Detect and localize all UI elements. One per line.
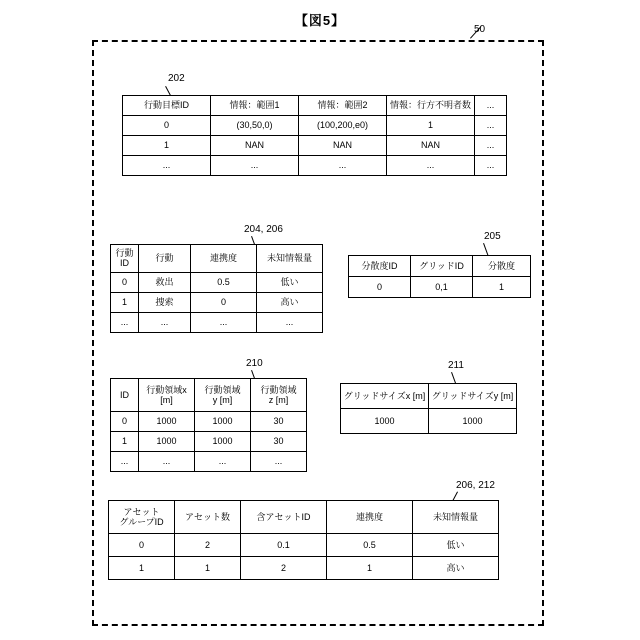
column-header-line: グループID [119, 517, 164, 527]
table-action-goal [122, 95, 507, 176]
table-row [111, 452, 307, 472]
table-dispersion [348, 255, 531, 298]
ref-label-210: 210 [246, 358, 263, 369]
column-header: ... [475, 96, 507, 116]
column-header: グリッドID [411, 256, 473, 277]
table-cell: 0 [349, 277, 411, 298]
table-cell: 0.1 [241, 534, 327, 557]
ref-label-204-206: 204, 206 [244, 224, 283, 235]
column-header: ID [111, 379, 139, 412]
table-cell: 1000 [195, 432, 251, 452]
table-action [110, 244, 323, 333]
table-cell: 1000 [195, 412, 251, 432]
table-row [111, 432, 307, 452]
table-cell: 0 [123, 116, 211, 136]
table-row [109, 534, 499, 557]
table-cell: 1 [175, 557, 241, 580]
column-header: グリッドサイズy [m] [429, 384, 517, 409]
table-cell: ... [387, 156, 475, 176]
table-row [123, 116, 507, 136]
table-cell: 1000 [139, 412, 195, 432]
table-cell: 30 [251, 432, 307, 452]
table-cell: ... [111, 452, 139, 472]
column-header: 情報：範囲2 [299, 96, 387, 116]
table-cell: 2 [175, 534, 241, 557]
table-cell: 高い [257, 292, 323, 312]
table-cell: ... [251, 452, 307, 472]
table-cell: 0 [109, 534, 175, 557]
table-cell: ... [123, 156, 211, 176]
column-header: 分散度 [473, 256, 531, 277]
table-cell: ... [139, 452, 195, 472]
table-cell: 1000 [429, 409, 517, 434]
table-row [111, 272, 323, 292]
column-header [251, 379, 307, 412]
column-header-line: y [m] [212, 395, 233, 405]
column-header: アセット数 [175, 501, 241, 534]
table-row [109, 557, 499, 580]
column-header-line: 行動領域 [260, 384, 297, 395]
column-header: 連携度 [191, 245, 257, 273]
table-cell: 0 [111, 272, 139, 292]
column-header: グリッドサイズx [m] [341, 384, 429, 409]
column-header-line: アセット [123, 506, 160, 517]
table-header-row [111, 379, 307, 412]
column-header [111, 245, 139, 273]
table-cell: ... [139, 312, 191, 332]
ref-label-211: 211 [448, 360, 464, 371]
column-header [139, 379, 195, 412]
table-grid-size [340, 383, 517, 434]
table-cell: 1000 [139, 432, 195, 452]
ref-label-206-212: 206, 212 [456, 480, 495, 491]
table-row [111, 412, 307, 432]
table-row [341, 409, 517, 434]
table-cell: 0 [191, 292, 257, 312]
table-header-row [123, 96, 507, 116]
table-cell: ... [475, 156, 507, 176]
table-row [123, 136, 507, 156]
table-header-row [341, 384, 517, 409]
ref-label-202: 202 [168, 73, 185, 84]
table-cell: NAN [211, 136, 299, 156]
table-action-area [110, 378, 307, 472]
table-row [123, 156, 507, 176]
column-header: 含アセットID [241, 501, 327, 534]
column-header-line: z [m] [268, 395, 289, 405]
table-cell: 1 [387, 116, 475, 136]
column-header-line: [m] [160, 395, 173, 405]
column-header-line: 行動領域x [146, 384, 187, 395]
table-cell: 0 [111, 412, 139, 432]
table-cell: ... [191, 312, 257, 332]
table-cell: ... [475, 136, 507, 156]
table-row [111, 292, 323, 312]
ref-label-205: 205 [484, 231, 501, 242]
column-header: 行動目標ID [123, 96, 211, 116]
table-cell: 1 [109, 557, 175, 580]
figure-title: 【図5】 [294, 13, 346, 28]
table-cell: 低い [257, 272, 323, 292]
table-header-row [111, 245, 323, 273]
column-header [195, 379, 251, 412]
ref-label-50: 50 [474, 24, 486, 35]
column-header-line: ID [120, 258, 129, 269]
table-cell: 1000 [341, 409, 429, 434]
column-header-line: 行動領域 [204, 384, 241, 395]
table-cell: 2 [241, 557, 327, 580]
table-row [349, 277, 531, 298]
table-cell: 1 [327, 557, 413, 580]
table-cell: 救出 [139, 272, 191, 292]
column-header: 情報：行方不明者数 [387, 96, 475, 116]
table-cell: 0.5 [327, 534, 413, 557]
table-cell: ... [299, 156, 387, 176]
column-header: 分散度ID [349, 256, 411, 277]
table-cell: ... [211, 156, 299, 176]
table-asset-group [108, 500, 499, 580]
table-cell: (30,50,0) [211, 116, 299, 136]
table-cell: 1 [473, 277, 531, 298]
column-header: 未知情報量 [257, 245, 323, 273]
table-cell: 0,1 [411, 277, 473, 298]
table-cell: 0.5 [191, 272, 257, 292]
table-cell: NAN [299, 136, 387, 156]
column-header [109, 501, 175, 534]
table-cell: 捜索 [139, 292, 191, 312]
table-cell: 30 [251, 412, 307, 432]
table-header-row [349, 256, 531, 277]
table-cell: (100,200,e0) [299, 116, 387, 136]
column-header: 行動 [139, 245, 191, 273]
table-cell: 高い [413, 557, 499, 580]
column-header: 連携度 [327, 501, 413, 534]
table-row [111, 312, 323, 332]
table-cell: 1 [111, 292, 139, 312]
table-cell: 1 [123, 136, 211, 156]
table-cell: ... [475, 116, 507, 136]
column-header-line: 行動 [115, 248, 134, 258]
column-header: 情報：範囲1 [211, 96, 299, 116]
table-cell: 1 [111, 432, 139, 452]
column-header: 未知情報量 [413, 501, 499, 534]
table-header-row [109, 501, 499, 534]
table-cell: NAN [387, 136, 475, 156]
table-cell: 低い [413, 534, 499, 557]
table-cell: ... [257, 312, 323, 332]
table-cell: ... [111, 312, 139, 332]
table-cell: ... [195, 452, 251, 472]
